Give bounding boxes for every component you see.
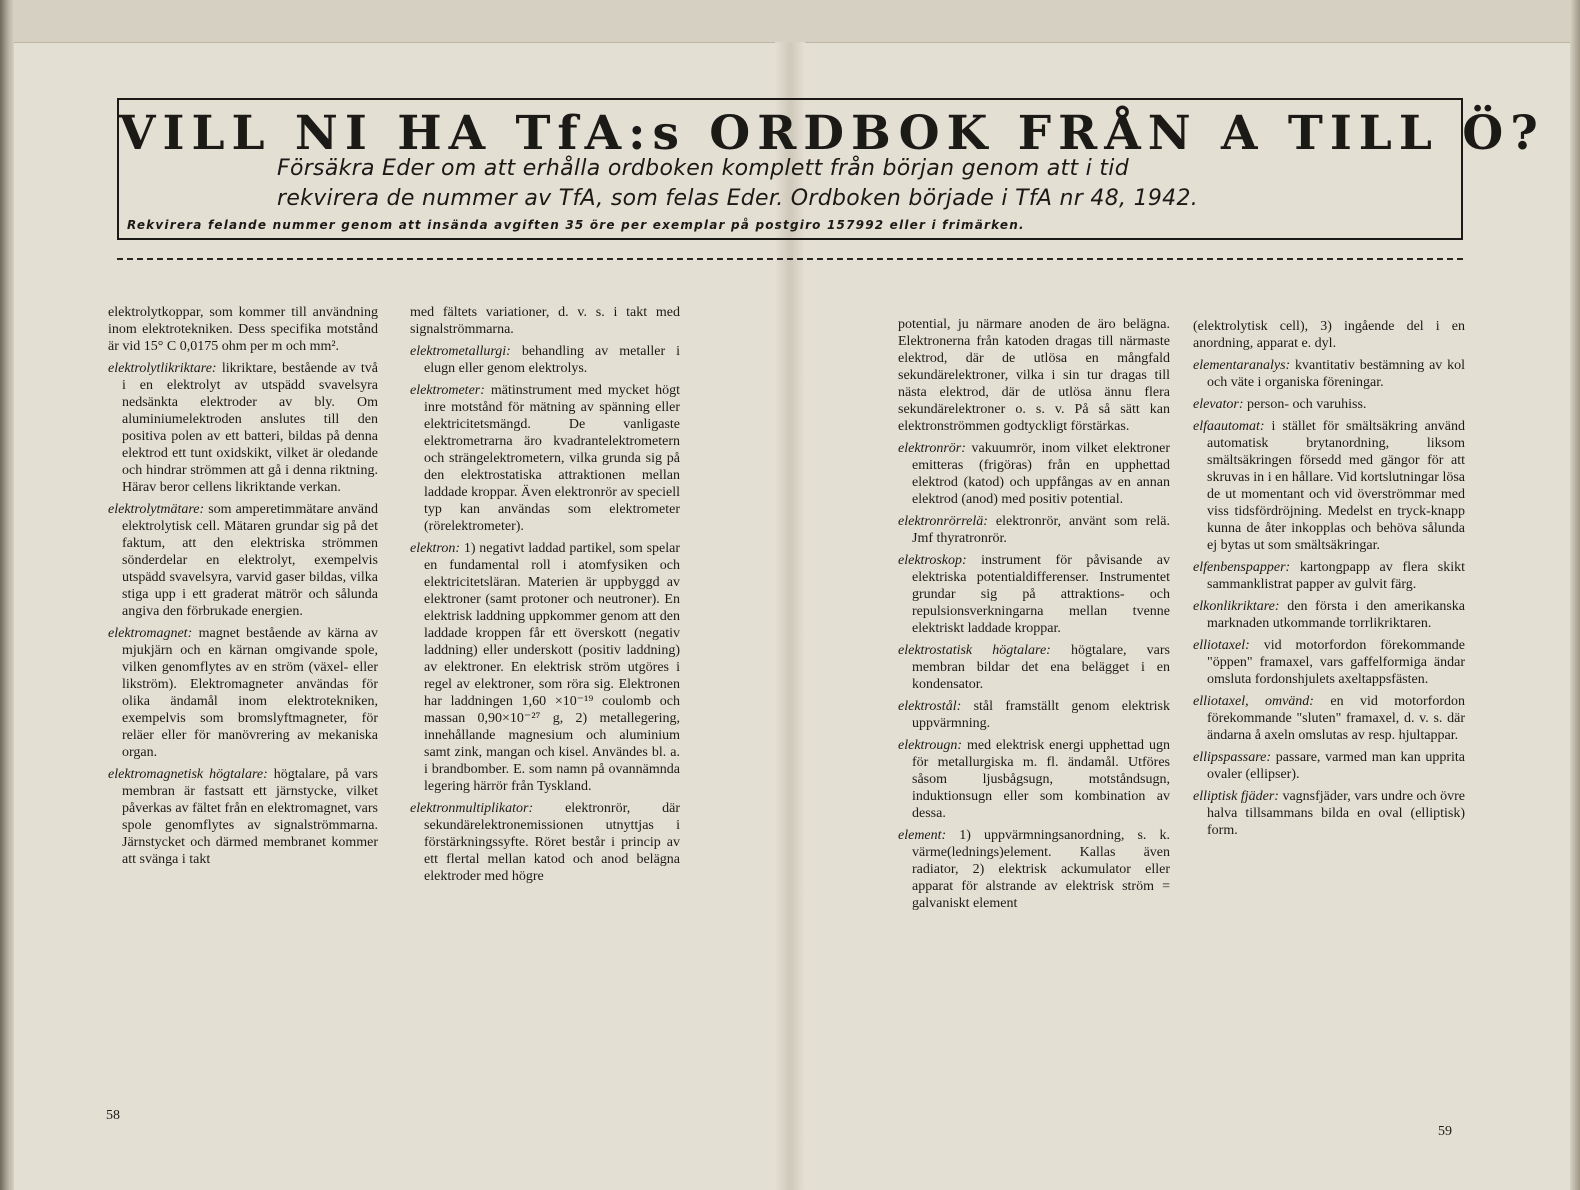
banner-title: VILL NI HA TfA:s ORDBOK FRÅN A TILL Ö? bbox=[119, 106, 1545, 161]
dictionary-entry bbox=[108, 304, 378, 355]
entry-definition: instrument för påvisande av elektriska potentialdifferenser. Instrumentet grundar sig på attraktions- och repulsionsverkningarna mellan tvenne elektriskt laddade kroppar. bbox=[912, 553, 1171, 636]
entry-definition: mätinstrument med mycket högt inre motstånd för mätning av spänning eller elektricitetsmängd. De vanligaste elektrometrarna äro kvadrantelektrometern och strängelektrometern, vilka grunda sig på den elektrostatiska attraktionen mellan laddade kroppar. Även elektronrör av speciell typ kan användas som elektrometer (rörelektrometer). bbox=[424, 383, 681, 534]
entry-definition: potential, ju närmare anoden de äro belägna. Elektronerna från katoden dragas till närmaste elektrod, där de utlösa en mångfald sekundärelektroner, vilka i sin tur dragas till nästa elektrod, där de utlösa ännu flera sekundärelektroner o. s. v. På så sätt kan elektronströmmen godtyckligt förstärkas. bbox=[898, 317, 1170, 434]
dictionary-entry bbox=[898, 552, 1170, 637]
entry-definition: en vid motorfordon förekommande "sluten" framaxel, d. v. s. där ändarna å axeln omslutas av resp. hjultappar. bbox=[1207, 694, 1466, 743]
entry-definition: kartongpapp av flera skikt sammanklistrat papper av gulvit färg. bbox=[1207, 560, 1466, 592]
entry-definition: passare, varmed man kan upprita ovaler (ellipser). bbox=[1207, 750, 1466, 782]
entry-definition: med fältets variationer, d. v. s. i takt med signalströmmarna. bbox=[410, 305, 680, 337]
dictionary-entry bbox=[108, 625, 378, 761]
entry-definition: 1) negativt laddad partikel, som spelar en fundamental roll i atomfysiken och elektricitetsläran. Materien är uppbyggd av elektroner (samt protoner och neutroner). En elektrisk laddning uppkommer genom att den laddade kroppen får ett överskott (negativ laddning) eller underskott (positiv laddning) av elektroner. En elektrisk ström utgöres i regel av elektroner, som röra sig. Elektronen har laddningen 1,60 ×10⁻¹⁹ coulomb och massan 0,90×10⁻²⁷ g, 2) metallegering, innehållande magnesium och aluminium samt zink, mangan och kisel. Användes bl. a. i brandbomber. E. som namn på ovannämnda legering härrör från Tyskland. bbox=[424, 541, 680, 794]
dictionary-entry bbox=[108, 360, 378, 496]
entry-definition: kvantitativ bestämning av kol och väte i organiska föreningar. bbox=[1207, 358, 1466, 390]
entry-definition: elektrolytkoppar, som kommer till användning inom elektrotekniken. Dess specifika motstånd är vid 15° C 0,0175 ohm per m och mm². bbox=[108, 305, 378, 354]
entry-definition: magnet bestående av kärna av mjukjärn och en kärnan omgivande spole, vilken genomflytes av en ström (växel- eller likström). Elektromagneter användas för olika ändamål inom elektrotekniken, exempelvis som bromslyftmagneter, för reläer eller för manövrering av mekaniska organ. bbox=[122, 626, 379, 760]
ordbok-advert-banner bbox=[117, 98, 1545, 240]
entry-term: element: bbox=[898, 828, 947, 843]
column-4 bbox=[1193, 318, 1465, 844]
entry-term: elevator: bbox=[1193, 397, 1244, 412]
entry-definition: i stället för smältsäkring använd automatisk brytanordning, liksom smältsäkringen försedd med gängor för att skruvas in i en hållare. Vid kortslutningar lösa de ut momentant och vid överströmmar med viss tidsfördröjning. Medelst en tryck-knapp kunna de åter inkopplas och behöva sålunda ej bytas ut som smältsäkringar. bbox=[1207, 419, 1465, 553]
entry-term: elliotaxel: bbox=[1193, 638, 1250, 653]
dictionary-entry bbox=[410, 800, 680, 885]
entry-term: elektrostatisk högtalare: bbox=[898, 643, 1051, 658]
page-number-left: 58 bbox=[106, 1108, 120, 1123]
entry-definition: vagnsfjäder, vars undre och övre halva tillsammans bilda en oval (elliptisk) form. bbox=[1207, 789, 1465, 838]
entry-definition: vakuumrör, inom vilket elektroner emitteras (frigöras) från en upphettad elektrod (katod) och uppfångas av en annan elektrod (anod) med positiv potential. bbox=[912, 441, 1170, 507]
dictionary-entry bbox=[1193, 418, 1465, 554]
entry-term: ellipspassare: bbox=[1193, 750, 1272, 765]
entry-definition: likriktare, bestående av två i en elektrolyt av utspädd svavelsyra nedsänkta elektroder av bly. Om aluminiumelektroden anslutes till den positiva polen av ett batteri, bildas på denna elektrod ett tunt oxidskikt, vilket är oledande och hindrar strömmen att gå i denna riktning. Härav beror cellens likriktande verkan. bbox=[122, 361, 379, 495]
entry-term: elektroskop: bbox=[898, 553, 967, 568]
dictionary-entry bbox=[410, 540, 680, 795]
entry-term: elfenbenspapper: bbox=[1193, 560, 1291, 575]
dictionary-entry bbox=[108, 766, 378, 868]
entry-term: elektronrör: bbox=[898, 441, 966, 456]
dictionary-entry bbox=[410, 382, 680, 535]
entry-term: elektrougn: bbox=[898, 738, 963, 753]
dictionary-entry bbox=[410, 304, 680, 338]
column-3 bbox=[898, 316, 1170, 917]
entry-definition: den första i den amerikanska marknaden utkommande torrlikriktaren. bbox=[1207, 599, 1465, 631]
entry-definition: 1) uppvärmningsanordning, s. k. värme(lednings)element. Kallas även radiator, 2) elektrisk ackumulator eller apparat för alstrande av elektrisk ström = galvaniskt element bbox=[912, 828, 1170, 911]
entry-definition: person- och varuhiss. bbox=[1247, 397, 1367, 412]
column-1 bbox=[108, 304, 378, 873]
dictionary-entry bbox=[1193, 788, 1465, 839]
dictionary-entry bbox=[898, 737, 1170, 822]
entry-term: elementaranalys: bbox=[1193, 358, 1291, 373]
entry-definition: stål framställt genom elektrisk uppvärmning. bbox=[912, 699, 1171, 731]
entry-term: elektromagnet: bbox=[108, 626, 193, 641]
page-number-right: 59 bbox=[1438, 1124, 1452, 1139]
entry-term: elektrometallurgi: bbox=[410, 344, 511, 359]
dictionary-entry bbox=[1193, 357, 1465, 391]
entry-term: elfaautomat: bbox=[1193, 419, 1265, 434]
dictionary-entry bbox=[898, 440, 1170, 508]
entry-definition: elektronrör, använt som relä. Jmf thyratronrör. bbox=[912, 514, 1170, 546]
dictionary-entry bbox=[1193, 693, 1465, 744]
banner-line-2: rekvirera de nummer av TfA, som felas Eder. Ordboken började i TfA nr 48, 1942. bbox=[277, 186, 1199, 211]
entry-term: elektrolytlikriktare: bbox=[108, 361, 217, 376]
cut-line bbox=[117, 258, 1463, 260]
entry-term: elektronmultiplikator: bbox=[410, 801, 534, 816]
right-page-edge bbox=[1570, 0, 1580, 1190]
left-page-edge bbox=[0, 0, 14, 1190]
entry-definition: behandling av metaller i elugn eller genom elektrolys. bbox=[424, 344, 680, 376]
dictionary-entry bbox=[1193, 559, 1465, 593]
entry-definition: (elektrolytisk cell), 3) ingående del i en anordning, apparat e. dyl. bbox=[1193, 319, 1465, 351]
entry-term: elektrolytmätare: bbox=[108, 502, 205, 517]
banner-footer: Rekvirera felande nummer genom att insända avgiften 35 öre per exemplar på postgiro 157992 eller i frimärken. bbox=[127, 218, 1025, 232]
entry-definition: högtalare, på vars membran är fastsatt ett järnstycke, vilket påverkas av fältet från en elektromagnet, vars spole genomflytes av signalströmmarna. Järnstycket och därmed membranet kommer att svänga i takt bbox=[122, 767, 379, 867]
entry-term: elliptisk fjäder: bbox=[1193, 789, 1279, 804]
dictionary-entry bbox=[410, 343, 680, 377]
entry-term: elliotaxel, omvänd: bbox=[1193, 694, 1314, 709]
entry-definition: som amperetimmätare använd elektrolytisk cell. Mätaren grundar sig på det faktum, att den elektriska strömmen sönderdelar en elektrolyt, exempelvis utspädd svavelsyra, varvid gaser bildas, vilka stiga upp i ett graderat mätrör och sålunda angiva den förbrukade energien. bbox=[122, 502, 378, 619]
entry-term: elektrometer: bbox=[410, 383, 485, 398]
dictionary-entry bbox=[1193, 318, 1465, 352]
banner-line-1: Försäkra Eder om att erhålla ordboken komplett från början genom att i tid bbox=[277, 156, 1129, 181]
entry-definition: med elektrisk energi upphettad ugn för metallurgiska m. fl. ändamål. Utföres såsom ljusbågsugn, motståndsugn, induktionsugn eller som kombination av dessa. bbox=[912, 738, 1171, 821]
entry-term: elektrostål: bbox=[898, 699, 962, 714]
dictionary-entry bbox=[1193, 637, 1465, 688]
entry-term: elkonlikriktare: bbox=[1193, 599, 1280, 614]
dictionary-entry bbox=[898, 513, 1170, 547]
entry-definition: vid motorfordon förekommande "öppen" framaxel, vars gaffelformiga ändar omsluta fordonshjulets axeltappsfästen. bbox=[1207, 638, 1466, 687]
entry-definition: elektronrör, där sekundärelektronemissionen utnyttjas i förstärkningssyfte. Röret består i princip av ett flertal mellan katod och anod belägna elektroder med högre bbox=[424, 801, 681, 884]
dictionary-entry bbox=[898, 316, 1170, 435]
entry-term: elektronrörrelä: bbox=[898, 514, 988, 529]
entry-definition: högtalare, vars membran bildar det ena belägget i en kondensator. bbox=[912, 643, 1170, 692]
entry-term: elektron: bbox=[410, 541, 461, 556]
dictionary-entry bbox=[108, 501, 378, 620]
previous-page-edge bbox=[0, 0, 1580, 43]
dictionary-entry bbox=[898, 827, 1170, 912]
dictionary-entry bbox=[898, 642, 1170, 693]
column-2 bbox=[410, 304, 680, 890]
entry-term: elektromagnetisk högtalare: bbox=[108, 767, 268, 782]
dictionary-entry bbox=[1193, 749, 1465, 783]
dictionary-entry bbox=[898, 698, 1170, 732]
dictionary-entry bbox=[1193, 396, 1465, 413]
dictionary-entry bbox=[1193, 598, 1465, 632]
